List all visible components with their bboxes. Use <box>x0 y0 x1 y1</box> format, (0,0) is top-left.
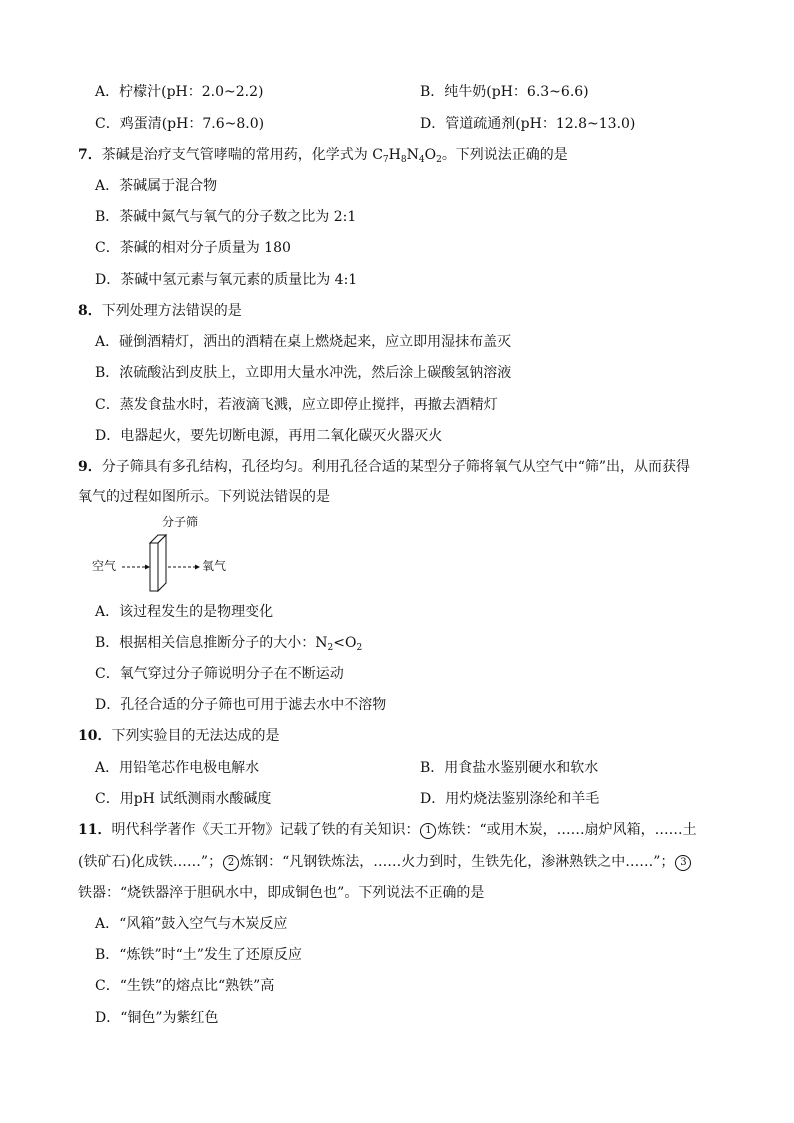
q11-option-a: A．“风箱”鼓入空气与木炭反应 <box>95 916 288 932</box>
q10-option-a: A．用铅笔芯作电极电解水 <box>95 760 260 776</box>
molecular-sieve-diagram <box>92 515 232 595</box>
q7-stem-text: 茶碱是治疗支气管哮喘的常用药，化学式为 <box>101 147 373 163</box>
q6-option-b: B．纯牛奶(pH：6.3~6.6) <box>420 84 589 100</box>
sieve-front-face <box>150 543 158 591</box>
q9-option-b: B．根据相关信息推断分子的大小：$N_2<O_2$ <box>95 635 363 653</box>
q6-option-a: A．柠檬汁(pH：2.0~2.2) <box>95 84 264 100</box>
q6-option-d: D．管道疏通剂(pH：12.8~13.0) <box>420 116 636 132</box>
q10-option-c: C．用pH 试纸测雨水酸碱度 <box>95 791 272 807</box>
air-label: 空气 <box>92 559 117 573</box>
q7-option-a: A．茶碱属于混合物 <box>95 178 218 194</box>
q9-stem-line1: 分子筛具有多孔结构，孔径均匀。利用孔径合适的某型分子筛将氧气从空气中“筛”出，从而获得 <box>101 459 691 475</box>
sieve-side-face <box>158 535 166 591</box>
q10-option-d: D．用灼烧法鉴别涤纶和羊毛 <box>420 791 600 807</box>
q7-number: 7． <box>78 147 102 163</box>
q6-option-c: C．鸡蛋清(pH：7.6~8.0) <box>95 116 265 132</box>
q10-stem <box>78 726 279 746</box>
q8-option-c: C．蒸发食盐水时，若液滴飞溅，应立即停止搅拌，再撤去酒精灯 <box>95 397 498 413</box>
sieve-label: 分子筛 <box>162 515 199 529</box>
q9-number: 9． <box>78 459 102 475</box>
q11-stem-line1: 11．明代科学著作《天工开物》记载了铁的有关知识： 1 炼铁：“或用木炭，……扇炉风箱，……土 <box>78 822 697 838</box>
circled-one: 1 <box>420 823 436 839</box>
q7-stem <box>78 145 568 165</box>
q8-option-b: B．浓硫酸沾到皮肤上，立即用大量水冲洗，然后涂上碳酸氢钠溶液 <box>95 365 512 381</box>
q10-stem-text: 下列实验目的无法达成的是 <box>111 728 280 744</box>
q11-option-d: D．“铜色”为紫红色 <box>95 1010 219 1026</box>
q7-formula: $C_7H_8N_4O_2$ <box>372 147 442 165</box>
q8-stem <box>78 301 242 321</box>
q10-number: 10． <box>78 728 112 744</box>
q8-stem-text: 下列处理方法错误的是 <box>101 303 242 319</box>
q7-option-b: B．茶碱中氮气与氧气的分子数之比为 2:1 <box>95 209 357 225</box>
q11-number: 11． <box>78 822 112 838</box>
q11-stem-line2: (铁矿石)化成铁……”； 2 炼钢：“凡钢铁炼法，……火力到时，生铁先化，渗淋熟铁之中……”； 3 <box>78 852 692 872</box>
q8-option-a: A．碰倒酒精灯，洒出的酒精在桌上燃烧起来，应立即用湿抹布盖灭 <box>95 334 512 350</box>
q9-option-d: D．孔径合适的分子筛也可用于滤去水中不溶物 <box>95 697 387 713</box>
circled-three: 3 <box>675 855 691 871</box>
arrow-out-head <box>195 565 200 570</box>
q9-stem-line2: 氧气的过程如图所示。下列说法错误的是 <box>78 489 330 505</box>
q9-stem <box>78 457 690 477</box>
q8-number: 8． <box>78 303 102 319</box>
q7-option-c: C．茶碱的相对分子质量为 180 <box>95 240 291 256</box>
circled-two: 2 <box>223 855 239 871</box>
q11-option-b: B．“炼铁”时“土”发生了还原反应 <box>95 947 302 963</box>
arrow-in-head <box>145 565 150 570</box>
oxygen-label: 氧气 <box>202 559 227 573</box>
q10-option-b: B．用食盐水鉴别硬水和软水 <box>420 760 599 776</box>
q7-option-d: D．茶碱中氢元素与氧元素的质量比为 4:1 <box>95 272 358 288</box>
q9-option-c: C．氧气穿过分子筛说明分子在不断运动 <box>95 666 344 682</box>
q8-option-d: D．电器起火，要先切断电源，再用二氧化碳灭火器灭火 <box>95 428 443 444</box>
q7-stem-tail: 。下列说法正确的是 <box>441 147 568 163</box>
q9-option-a: A．该过程发生的是物理变化 <box>95 604 274 620</box>
q11-option-c: C．“生铁”的熔点比“熟铁”高 <box>95 978 275 994</box>
q11-stem-line3: 铁器：“烧铁器淬于胆矾水中，即成铜色也”。下列说法不正确的是 <box>78 885 485 901</box>
